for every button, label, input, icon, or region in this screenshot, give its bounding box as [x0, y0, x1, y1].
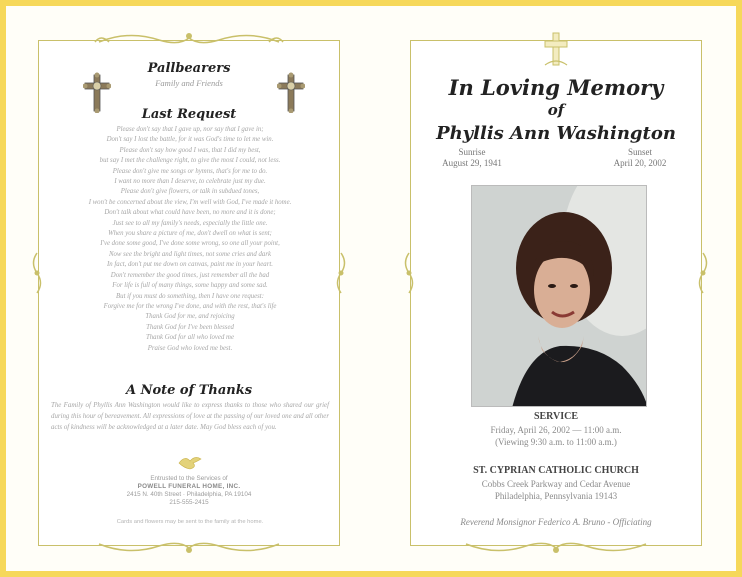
sunrise-label: Sunrise	[458, 147, 486, 157]
left-side-ornament	[30, 251, 44, 295]
poem-line: Don't say I lost the battle, for it was God's time to let me win.	[106, 136, 274, 144]
church-address-line1: Cobbs Creek Parkway and Cedar Avenue	[481, 479, 631, 489]
portrait-photo	[471, 185, 647, 407]
sunrise-block	[427, 147, 517, 169]
sunset-date: April 20, 2002	[613, 158, 667, 168]
funeral-home-phone: 215-555-2415	[169, 499, 209, 506]
funeral-home-name: POWELL FUNERAL HOME, INC.	[137, 483, 241, 490]
of-text: of	[547, 101, 565, 119]
sunset-block	[595, 147, 685, 169]
funeral-home-intro: Entrusted to the Services of	[150, 475, 228, 482]
officiant-line: Reverend Monsignor Federico A. Bruno - Officiating	[460, 517, 652, 527]
poem-line: Please don't give me songs or hymns, that's for me to do.	[112, 167, 268, 175]
top-flourish-ornament	[89, 28, 289, 50]
poem-line: Forgive me for the wrong I've done, and with the rest, that's life	[103, 302, 277, 310]
pallbearers-names: Family and Friends	[155, 78, 223, 88]
viewing-time: (Viewing 9:30 a.m. to 11:00 a.m.)	[495, 437, 617, 447]
in-loving-memory-title: In Loving Memory	[448, 75, 664, 100]
program-spread	[6, 6, 736, 571]
poem-line: Please don't say how good I was, that I did my best,	[119, 146, 261, 154]
poem-line: But if you must do something, then I have one request:	[116, 292, 264, 300]
service-time: Friday, April 26, 2002 — 11:00 a.m.	[490, 425, 622, 435]
sunset-label: Sunset	[627, 147, 652, 157]
bottom-flourish-ornament	[89, 536, 289, 558]
bottom-flourish-ornament	[456, 536, 656, 558]
right-page	[410, 40, 702, 546]
right-side-ornament	[696, 251, 710, 295]
poem-line: but say I met the challenge right, to give the most I could, not less.	[99, 157, 281, 165]
poem-line: I won't be concerned about the view, I'm well with God, I've made it home.	[88, 198, 292, 206]
poem-line: I've done some good, I've done some wrong, so one all your point,	[100, 240, 280, 248]
note-of-thanks-body: The Family of Phyllis Ann Washington would like to express thanks to those who shared our grief during this hour of bereavement. All expressions of love at the passing of our loved one and all other acts of kindness will be acknowledged at a later date. May God bless each of you.	[51, 402, 329, 431]
poem-line: Praise God who loved me best.	[147, 344, 233, 352]
last-request-heading: Last Request	[141, 107, 237, 122]
deceased-name: Phyllis Ann Washington	[436, 123, 676, 144]
church-name: ST. CYPRIAN CATHOLIC CHURCH	[473, 465, 639, 476]
poem-line: I want no more than I deserve, to celebrate just my due.	[114, 178, 266, 186]
poem-line: For life is full of many things, some happy and some sad.	[112, 282, 268, 290]
poem-line: Just see to all my family's needs, especially the little one.	[112, 219, 268, 227]
poem-line: When you share a picture of me, don't dwell on what is sent;	[108, 230, 272, 238]
poem-line: Don't remember the good times, just remember all the bad	[110, 271, 270, 279]
right-side-ornament	[334, 251, 348, 295]
poem-line: Thank God for all who loved me	[146, 334, 234, 342]
poem-line: Thank God for I've been blessed	[146, 323, 234, 331]
note-of-thanks-heading: A Note of Thanks	[125, 383, 253, 398]
cross-icon	[541, 29, 571, 69]
poem-line: Please don't give flowers, or talk in subdued tones,	[120, 188, 260, 196]
left-page	[38, 40, 340, 546]
poem-line: Now see the bright and light times, not some cries and dark	[109, 250, 271, 258]
poem-line: Thank God for me, and rejoicing	[145, 313, 235, 321]
pallbearers-heading: Pallbearers	[147, 61, 231, 76]
sunrise-date: August 29, 1941	[442, 158, 502, 168]
footer-note: Cards and flowers may be sent to the family at the home.	[116, 519, 264, 525]
last-request-poem	[53, 125, 327, 354]
funeral-home-block	[39, 475, 339, 507]
funeral-home-address: 2415 N. 40th Street · Philadelphia, PA 19104	[126, 491, 252, 498]
service-heading: SERVICE	[533, 411, 579, 422]
church-address-line2: Philadelphia, Pennsylvania 19143	[494, 491, 618, 501]
dove-icon	[177, 453, 203, 471]
poem-line: Please don't say that I gave up, nor say that I gave in;	[116, 126, 264, 133]
left-side-ornament	[402, 251, 416, 295]
poem-line: Don't talk about what could have been, no more and it is done;	[104, 209, 276, 217]
poem-line: In fact, don't put me down on canvas, paint me in your heart.	[107, 261, 273, 269]
